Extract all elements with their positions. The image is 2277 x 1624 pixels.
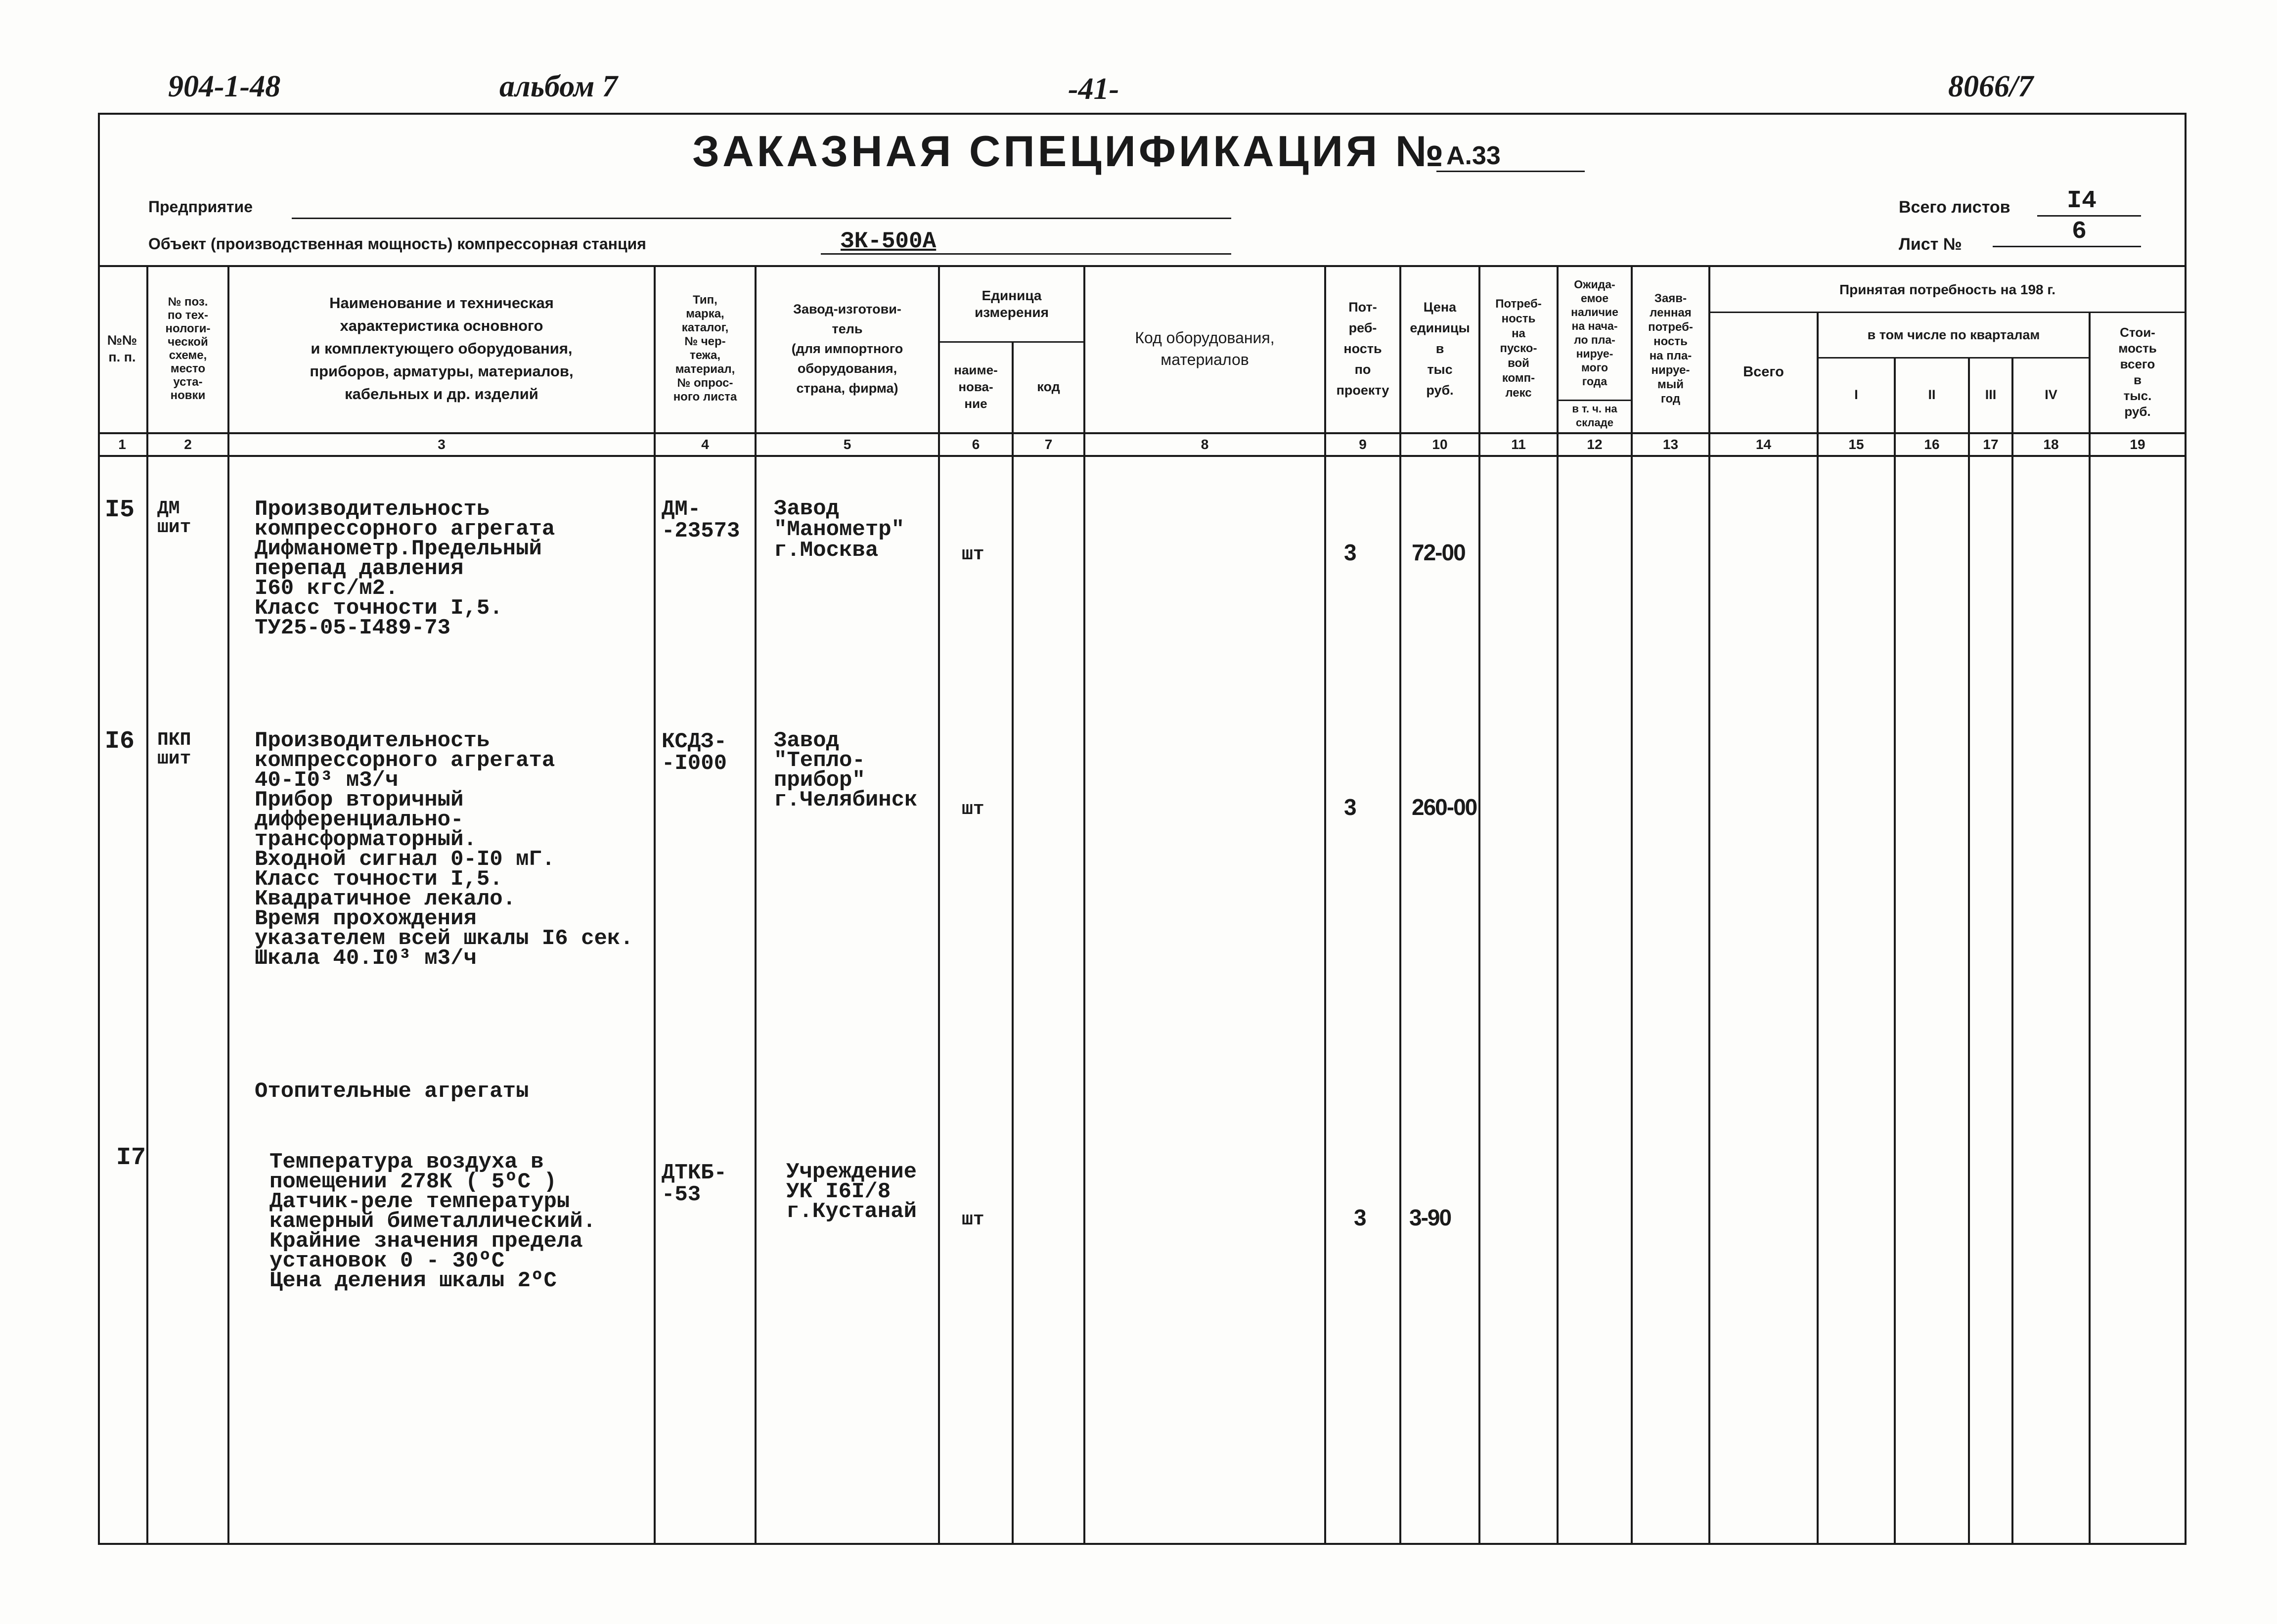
header-startup-demand: Потреб- ность на пуско- вой комп- лекс (1495, 297, 1542, 400)
col-divider (654, 265, 656, 1543)
col-divider (2011, 357, 2013, 1543)
total-sheets-value: I4 (2037, 187, 2141, 217)
enterprise-field (292, 218, 1231, 219)
col-divider (2089, 312, 2091, 1543)
album-label: альбом 7 (499, 70, 618, 103)
header-type: Тип, марка, каталог, № чер- тежа, материал, № опрос- ного листа (673, 293, 737, 404)
row-15-position: ДМ шит (157, 498, 191, 538)
col-divider (1708, 265, 1710, 1543)
header-expected-stock: Ожида- емое наличие на нача- ло пла- нируе- мого года (1571, 278, 1618, 388)
row-17-quantity: 3 (1354, 1205, 1367, 1230)
col-number: 4 (701, 437, 709, 452)
row-16-name: Производительность компрессорного агрегата 40-I0³ м3/ч Прибор вторичный дифференциально- трансформаторный. Входной сигнал 0-I0 мГ. Класс точности I,5. Квадратичное лекало. Время прохождения указателем всей шкалы I6 сек. Шкала 40.I0³ м3/ч (255, 728, 633, 971)
row-17-number: I7 (116, 1144, 146, 1172)
section-heading: Отопительные агрегаты (255, 1079, 529, 1104)
object-value: ЗК-500А (841, 228, 937, 254)
col-number: 19 (2130, 437, 2145, 452)
col-number: 2 (184, 437, 192, 452)
header-unit-code: код (1037, 379, 1060, 394)
header-declared-demand: Заяв- ленная потреб- ность на пла- нируе- мый год (1648, 292, 1693, 406)
header-manufacturer: Завод-изготови- тель (для импортного оборудования, страна, фирма) (791, 302, 903, 396)
col-number: 3 (438, 437, 446, 452)
quarters-split-line (1817, 357, 2089, 359)
col-divider (1324, 265, 1326, 1543)
enterprise-label: Предприятие (148, 198, 253, 216)
col-number: 12 (1587, 437, 1603, 452)
row-16-price: 260-00 (1412, 794, 1477, 820)
row-16-type: КСДЗ- -I000 (662, 729, 727, 776)
header-equipment-code: Код оборудования, материалов (1135, 329, 1275, 368)
spec-number: А.33 (1436, 141, 1585, 172)
header-demand-project: Пот- реб- ность по проекту (1336, 300, 1389, 398)
row-17-manufacturer: Учреждение УК I6I/8 г.Кустанай (786, 1160, 917, 1224)
sheet-label: Лист № (1899, 235, 1962, 254)
unit-split-line (938, 341, 1083, 343)
col-number: 14 (1755, 437, 1772, 452)
page-number: -41- (1068, 72, 1119, 106)
row-17-type: ДТКБ- -53 (662, 1161, 727, 1207)
col-number: 8 (1201, 437, 1209, 452)
header-in-warehouse: в т. ч. на складе (1572, 403, 1617, 429)
header-unit-name: наиме- нова- ние (954, 362, 998, 411)
colnum-bottom-line (98, 455, 2185, 457)
row-16-position: ПКП шит (157, 729, 191, 769)
frame-right-line (2185, 113, 2187, 1545)
frame-bottom-line (98, 1543, 2187, 1545)
row-15-quantity: 3 (1344, 540, 1357, 565)
sheet-value: 6 (1993, 218, 2141, 247)
col-divider (1012, 341, 1014, 1543)
col-divider (755, 265, 757, 1543)
col-divider (1399, 265, 1401, 1543)
col-number: 13 (1662, 437, 1679, 452)
total-sheets-label: Всего листов (1899, 198, 2010, 217)
col-divider (146, 265, 148, 1543)
col-number: 16 (1924, 437, 1940, 452)
header-quarter-2: II (1928, 387, 1936, 402)
header-position: № поз. по тех- нологи- ческой схеме, место уста- новки (165, 295, 211, 402)
col-number: 11 (1511, 437, 1526, 452)
accepted-split-line (1708, 312, 2185, 313)
col-divider (1894, 357, 1896, 1543)
row-16-quantity: 3 (1344, 794, 1357, 820)
header-total: Всего (1743, 364, 1784, 380)
row-15-unit: шт (962, 544, 984, 565)
row-17-unit: шт (962, 1209, 984, 1230)
col-divider (1817, 312, 1819, 1543)
archive-number: 8066/7 (1948, 70, 2034, 103)
header-quarters: в том числе по кварталам (1867, 327, 2040, 342)
row-16-unit: шт (962, 799, 984, 820)
header-name: Наименование и техническая характеристика основного и комплектующего оборудования, приборов, арматуры, материалов, кабельных и др. изделий (310, 294, 574, 403)
page-title: ЗАКАЗНАЯ СПЕЦИФИКАЦИЯ № (692, 127, 1447, 176)
col-number: 6 (972, 437, 980, 452)
col-divider (1083, 265, 1085, 1543)
header-quarter-4: IV (2045, 387, 2057, 402)
col-number: 17 (1983, 437, 1999, 452)
col-number: 9 (1359, 437, 1367, 452)
header-accepted-demand: Принятая потребность на 198 г. (1839, 282, 2056, 297)
col-divider (1478, 265, 1480, 1543)
col-number: 7 (1044, 437, 1053, 452)
header-quarter-1: I (1854, 387, 1858, 402)
col-number: 15 (1848, 437, 1864, 452)
row-15-price: 72-00 (1412, 540, 1465, 565)
row-16-number: I6 (105, 727, 135, 756)
header-row-number: №№ п. п. (107, 333, 137, 364)
object-label: Объект (производственная мощность) компрессорная станция (148, 235, 646, 253)
header-quarter-3: III (1985, 387, 1997, 402)
doc-code: 904-1-48 (168, 70, 281, 103)
row-17-price: 3-90 (1409, 1205, 1451, 1230)
col-divider (1557, 265, 1559, 1543)
col-number: 1 (118, 437, 126, 452)
col-divider (227, 265, 229, 1543)
col-number: 5 (843, 437, 851, 452)
col-divider (1968, 357, 1970, 1543)
row-16-manufacturer: Завод "Тепло- прибор" г.Челябинск (774, 728, 918, 812)
row-15-manufacturer: Завод "Манометр" г.Москва (774, 496, 905, 563)
header-total-cost: Стои- мость всего в тыс. руб. (2118, 325, 2157, 419)
frame-top-line (98, 113, 2185, 115)
col-divider (938, 265, 940, 1543)
col-number: 10 (1432, 437, 1448, 452)
row-17-name: Температура воздуха в помещении 278К ( 5ºС ) Датчик-реле температуры камерный биметаллический. Крайние значения предела установок 0 - 30ºС Цена деления шкалы 2ºС (269, 1150, 596, 1293)
row-15-number: I5 (105, 496, 135, 524)
row-15-name: Производительность компрессорного агрегата Дифманометр.Предельный перепад давления I60 кгс/м2. Класс точности I,5. ТУ25-05-I489-73 (255, 497, 555, 640)
col-divider (1631, 265, 1633, 1543)
header-unit: Единица измерения (975, 288, 1049, 320)
header-unit-price: Цена единицы в тыс руб. (1410, 300, 1470, 398)
col-number: 18 (2043, 437, 2059, 452)
row-15-type: ДМ- -23573 (662, 497, 740, 543)
